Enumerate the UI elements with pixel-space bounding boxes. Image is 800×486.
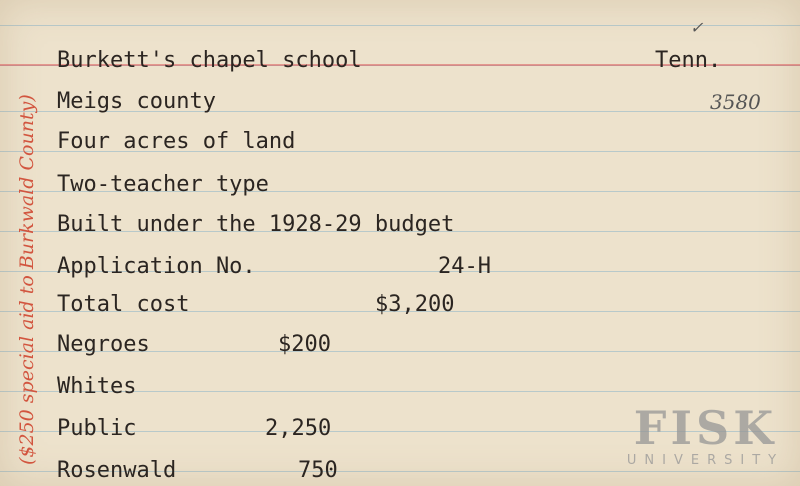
check-mark: ✓ (690, 18, 704, 37)
application-number: 24-H (438, 254, 491, 279)
budget-line: Built under the 1928-29 budget (57, 212, 455, 237)
funding-label-rosenwald: Rosenwald (57, 458, 177, 483)
land: Four acres of land (57, 129, 296, 154)
funding-value-rosenwald: 750 (298, 458, 338, 483)
total-cost-value: $3,200 (375, 292, 455, 317)
total-cost-label: Total cost (57, 292, 190, 317)
margin-note: ($250 special aid to Burkwald County) (16, 94, 38, 465)
funding-label-whites: Whites (57, 374, 137, 399)
application-label: Application No. (57, 254, 256, 279)
watermark-name: FISK (633, 401, 778, 455)
county: Meigs county (57, 89, 216, 114)
state: Tenn. (655, 48, 722, 73)
watermark-subtitle: UNIVERSITY (626, 453, 785, 468)
school-name: Burkett's chapel school (57, 48, 362, 73)
funding-value-public: 2,250 (265, 416, 332, 441)
fisk-watermark (618, 401, 793, 468)
funding-label-public: Public (57, 416, 137, 441)
funding-value-negroes: $200 (278, 332, 331, 357)
school-type: Two-teacher type (57, 172, 269, 197)
document-number: 3580 (710, 90, 761, 114)
funding-label-negroes: Negroes (57, 332, 150, 357)
